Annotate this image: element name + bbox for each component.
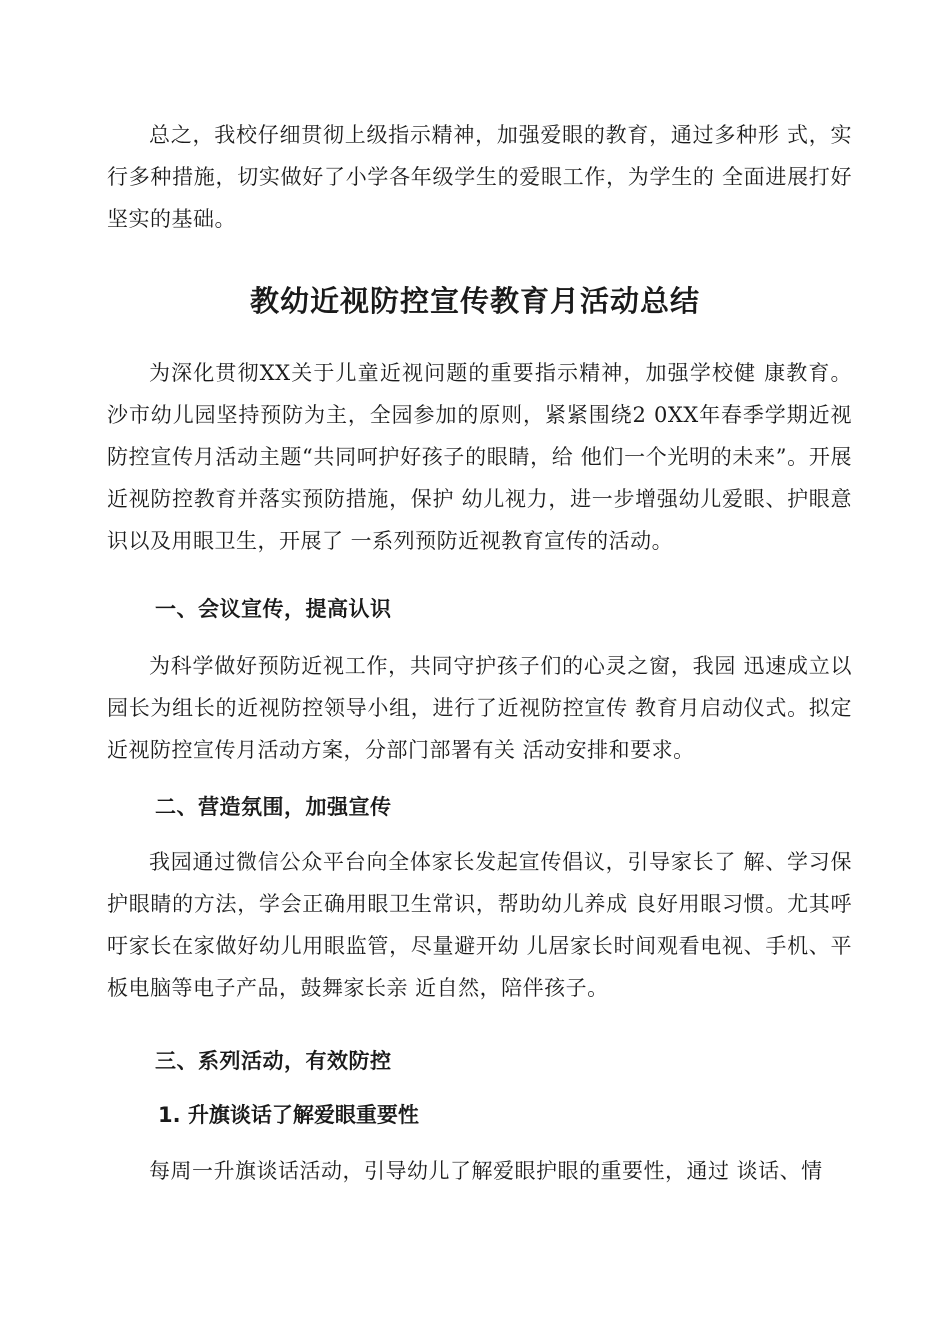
section-paragraph-3: 每周一升旗谈话活动，引导幼儿了解爱眼护眼的重要性，通过 谈话、情 [149,1159,823,1183]
section-heading-3: 三、系列活动，有效防控 [155,1048,392,1073]
section-heading-1: 一、会议宣传，提高认识 [155,596,392,621]
intro-paragraph: 总之，我校仔细贯彻上级指示精神，加强爱眼的教育，通过多种形 式，实行多种措施，切实做好了小学各年级学生的爱眼工作，为学生的 全面进展打好坚实的基础。 [107,123,852,231]
opening-paragraph: 为深化贯彻XX关于儿童近视问题的重要指示精神，加强学校健 康教育。沙市幼儿园坚持预防为主，全园参加的原则，紧紧围绕2 0XX年春季学期近视防控宣传月活动主题“共同呵护好孩子的眼睛，给 他们一个光明的未来”。开展近视防控教育并落实预防措施，保护 幼儿视力，进一步增强幼儿爱眼、护眼意识以及用眼卫生，开展了 一系列预防近视教育宣传的活动。 [107,361,852,553]
section-paragraph-2: 我园通过微信公众平台向全体家长发起宣传倡议，引导家长了 解、学习保护眼睛的方法，学会正确用眼卫生常识，帮助幼儿养成 良好用眼习惯。尤其呼吁家长在家做好幼儿用眼监管，尽量避开幼 儿居家长时间观看电视、手机、平板电脑等电子产品，鼓舞家长亲 近自然，陪伴孩子。 [107,850,852,1000]
document-title: 教幼近视防控宣传教育月活动总结 [249,284,700,318]
section-paragraph-1: 为科学做好预防近视工作，共同守护孩子们的心灵之窗，我园 迅速成立以园长为组长的近视防控领导小组，进行了近视防控宣传 教育月启动仪式。拟定近视防控宣传月活动方案，分部门部署有关 活动安排和要求。 [107,654,852,762]
section-heading-2: 二、营造氛围，加强宣传 [155,794,392,819]
subsection-heading-1: 1. 升旗谈话了解爱眼重要性 [158,1103,419,1127]
